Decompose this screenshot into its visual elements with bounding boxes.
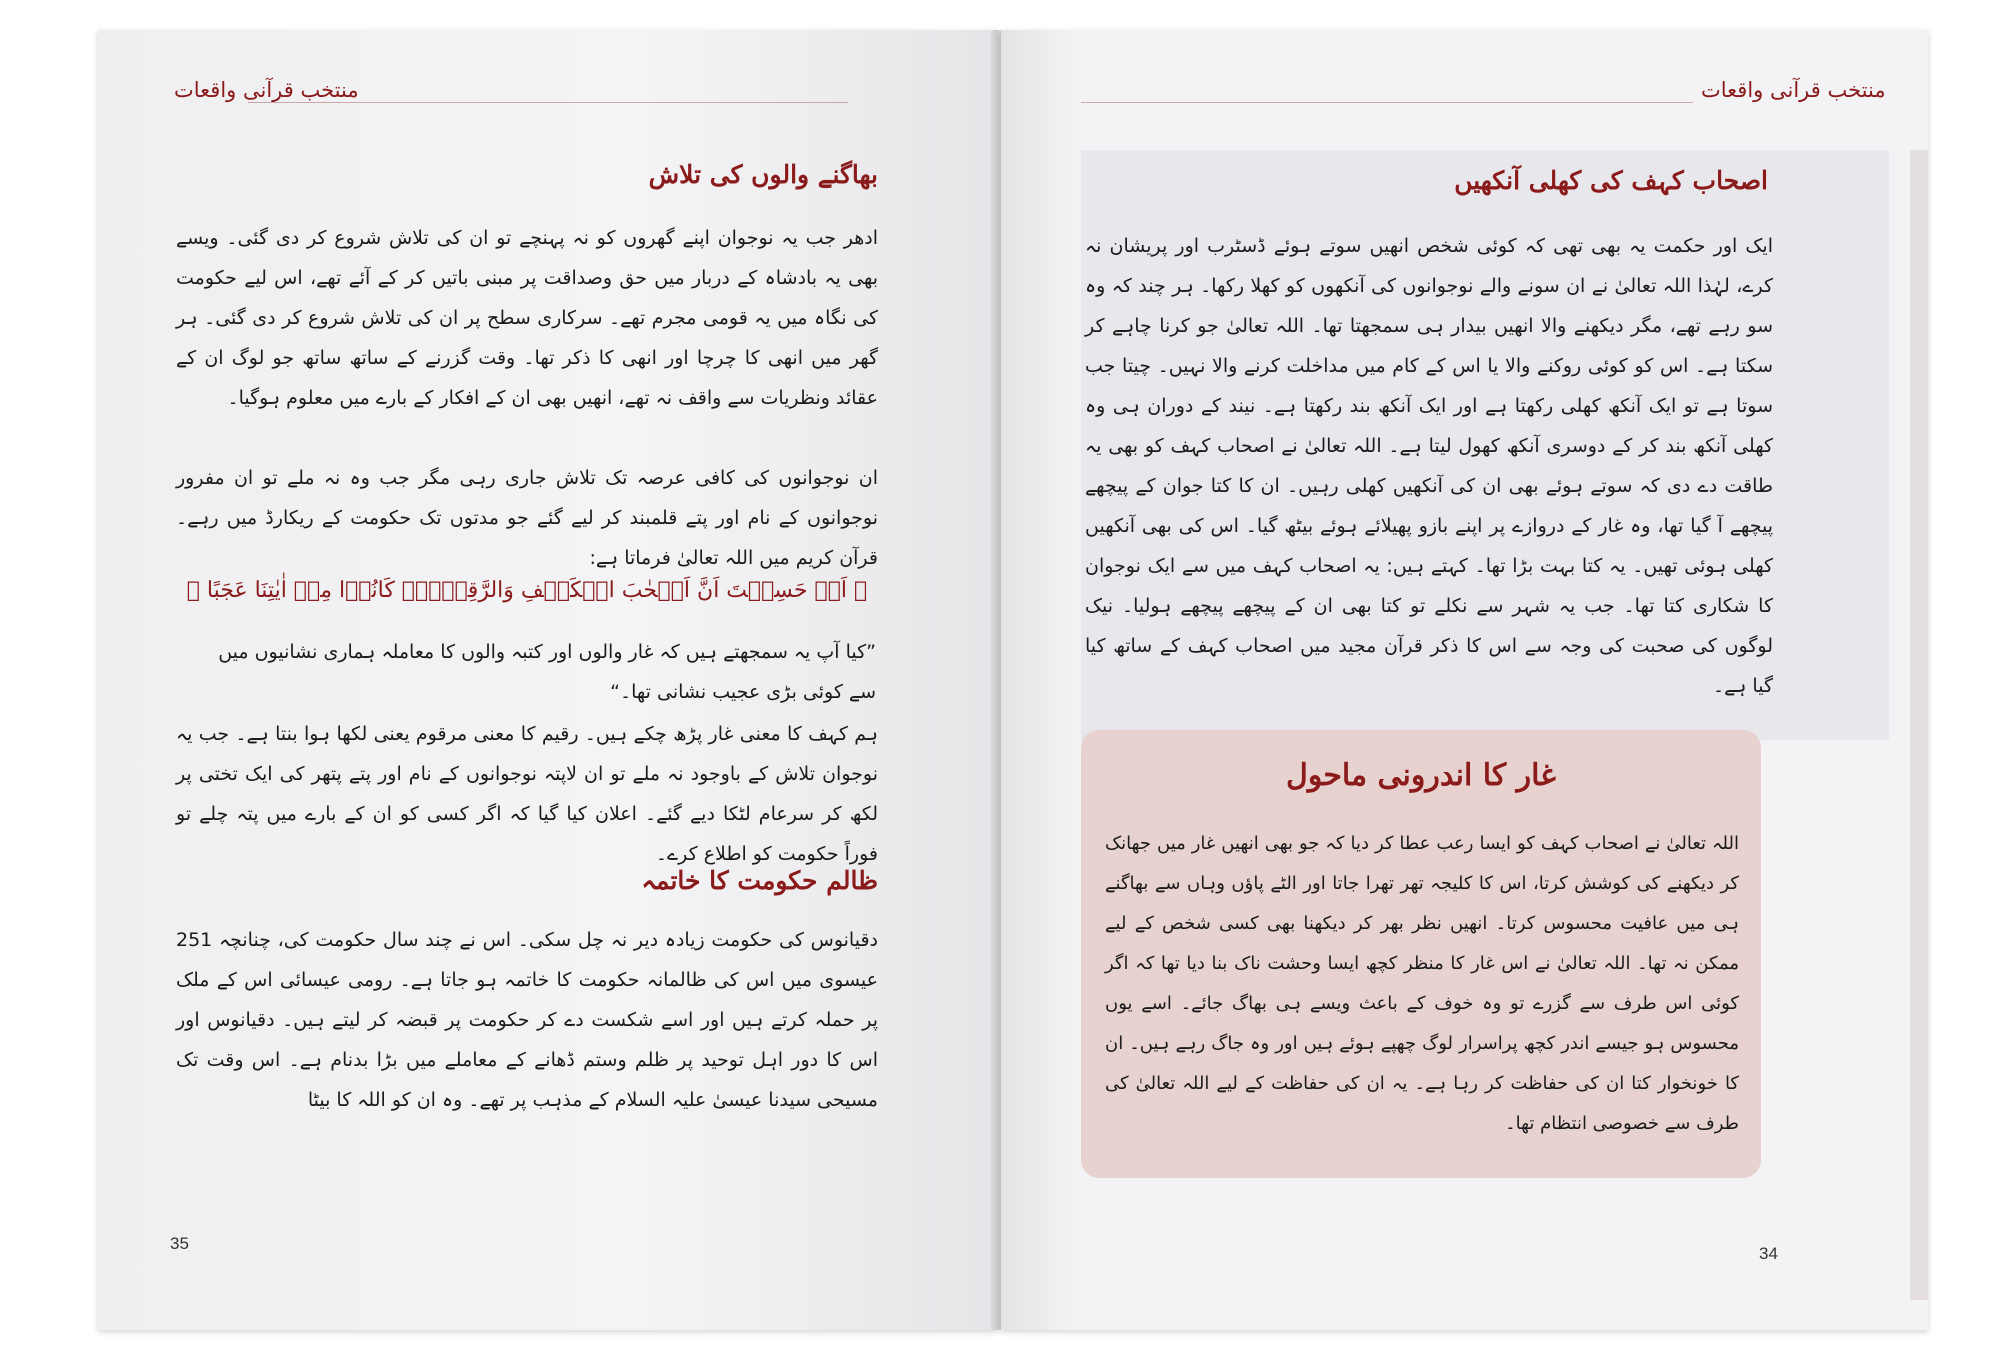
right-heading-open-eyes: اصحاب کہف کی کھلی آنکھیں (1454, 166, 1768, 195)
right-paragraph-1: ایک اور حکمت یہ بھی تھی کہ کوئی شخص انھیں سوتے ہوئے ڈسٹرب اور پریشان نہ کرے، لہٰذا اللہ تعالیٰ نے ان سونے والے نوجوانوں کی آنکھوں کو کھلا رکھا۔ ہر چند کہ وہ سو رہے تھے، مگر دیکھنے والا انھیں بیدار ہی سمجھتا تھا۔ اللہ تعالیٰ جو کرنا چاہے کر سکتا ہے۔ اس کو کوئی روکنے والا یا اس کے کام میں مداخلت کرنے والا نہیں۔ چیتا جب سوتا ہے تو ایک آنکھ کھلی رکھتا ہے اور ایک آنکھ بند رکھتا ہے۔ نیند کے دوران ہی وہ کھلی آنکھ بند کر کے دوسری آنکھ کھول لیتا ہے۔ اللہ تعالیٰ نے اصحاب کہف کو بھی یہ طاقت دے دی کہ سوتے ہوئے بھی ان کی آنکھیں کھلی رہیں۔ ان کا کتا جوان کے پیچھے پیچھے آ گیا تھا، وہ غار کے دروازے پر اپنے بازو پھیلائے ہوئے بیٹھ گیا۔ اس کی بھی آنکھیں کھلی ہوئی تھیں۔ یہ کتا بہت بڑا تھا۔ کہتے ہیں: یہ اصحاب کہف میں سے ایک نوجوان کا شکاری کتا تھا۔ جب یہ شہر سے نکلے تو کتا بھی ان کے پیچھے پیچھے ہولیا۔ نیک لوگوں کی صحبت کی وجہ سے اس کا ذکر قرآن مجید میں اصحاب کہف کے ساتھ کیا گیا ہے۔ (1085, 235, 1773, 697)
page-edge-strip (1910, 150, 1928, 1300)
left-page (98, 30, 998, 1330)
box-title: غار کا اندرونی ماحول (1286, 758, 1556, 793)
left-heading-end-of-tyranny: ظالم حکومت کا خاتمہ (641, 866, 878, 895)
left-paragraph-4: دقیانوس کی حکومت زیادہ دیر نہ چل سکی۔ اس نے چند سال حکومت کی، چنانچہ 251 عیسوی میں اس کی ظالمانہ حکومت کا خاتمہ ہو جاتا ہے۔ رومی عیسائی اس کے ملک پر حملہ کرتے ہیں اور اسے شکست دے کر حکومت پر قبضہ کر لیتے ہیں۔ دقیانوس اور اس کا دور اہل توحید پر ظلم وستم ڈھانے کے معاملے میں بڑا بدنام ہے۔ اس وقت تک مسیحی سیدنا عیسیٰ علیہ السلام کے مذہب پر تھے۔ وہ ان کو اللہ کا بیٹا (176, 929, 878, 1111)
right-page (1001, 30, 1928, 1330)
quran-verse: ﴿ اَمۡ حَسِبۡتَ اَنَّ اَصۡحٰبَ الۡكَهۡفِ وَالرَّقِيۡمِۙ كَانُوۡا مِنۡ اٰيٰتِنَا عَجَبًا ﴾ (186, 578, 868, 603)
left-head-rule (248, 102, 848, 103)
page-number-right: 34 (1759, 1244, 1778, 1263)
right-running-head: منتخب قرآنی واقعات (1701, 78, 1886, 102)
verse-translation: ”کیا آپ یہ سمجھتے ہیں کہ غار والوں اور کتبہ والوں کا معاملہ ہماری نشانیوں میں سے کوئی بڑی عجیب نشانی تھا۔“ (218, 641, 876, 703)
right-head-rule (1081, 102, 1693, 103)
left-running-head: منتخب قرآنی واقعات (174, 78, 359, 102)
left-paragraph-2: ان نوجوانوں کی کافی عرصہ تک تلاش جاری رہی مگر جب وہ نہ ملے تو ان مفرور نوجوانوں کے نام اور پتے قلمبند کر لیے گئے جو مدتوں تک حکومت کے ریکارڈ میں رہے۔ قرآن کریم میں اللہ تعالیٰ فرماتا ہے: (176, 467, 878, 569)
cave-environment-box (1081, 730, 1761, 1178)
box-text: اللہ تعالیٰ نے اصحاب کہف کو ایسا رعب عطا کر دیا کہ جو بھی انھیں غار میں جھانک کر دیکھنے کی کوشش کرتا، اس کا کلیجہ تھر تھرا جاتا اور الٹے پاؤں وہاں سے بھاگنے ہی میں عافیت محسوس کرتا۔ انھیں نظر بھر کر دیکھنا بھی کسی شخص کے لیے ممکن نہ تھا۔ اللہ تعالیٰ نے اس غار کا منظر کچھ ایسا وحشت ناک بنا دیا تھا کہ اگر کوئی اس طرف سے گزرے تو وہ خوف کے باعث ویسے ہی بھاگ جائے۔ اسے یوں محسوس ہو جیسے اندر کچھ پراسرار لوگ چھپے ہوئے ہیں اور وہ جاگ رہے ہیں۔ ان کا خونخوار کتا ان کی حفاظت کر رہا ہے۔ یہ ان کی حفاظت کے لیے اللہ تعالیٰ کی طرف سے خصوصی انتظام تھا۔ (1105, 833, 1739, 1134)
page-number-left: 35 (170, 1234, 189, 1253)
open-book (98, 30, 1928, 1350)
left-paragraph-1: ادھر جب یہ نوجوان اپنے گھروں کو نہ پہنچے تو ان کی تلاش شروع کر دی گئی۔ ویسے بھی یہ بادشاہ کے دربار میں حق وصداقت پر مبنی باتیں کر کے آئے تھے، اس لیے حکومت کی نگاہ میں یہ قومی مجرم تھے۔ سرکاری سطح پر ان کی تلاش شروع کر دی گئی۔ ہر گھر میں انھی کا چرچا اور انھی کا ذکر تھا۔ وقت گزرنے کے ساتھ ساتھ جو لوگ ان کے عقائد ونظریات سے واقف نہ تھے، انھیں بھی ان کے افکار کے بارے میں معلوم ہوگیا۔ (176, 227, 878, 409)
left-paragraph-3: ہم کہف کا معنی غار پڑھ چکے ہیں۔ رقیم کا معنی مرقوم یعنی لکھا ہوا بنتا ہے۔ جب یہ نوجوان تلاش کے باوجود نہ ملے تو ان لاپتہ نوجوانوں کے نام اور پتے پتھر کی ایک تختی پر لکھ کر سرعام لٹکا دیے گئے۔ اعلان کیا گیا کہ اگر کسی کو ان کے بارے میں پتہ چلے تو فوراً حکومت کو اطلاع کرے۔ (176, 723, 878, 865)
left-heading-search: بھاگنے والوں کی تلاش (648, 160, 878, 189)
